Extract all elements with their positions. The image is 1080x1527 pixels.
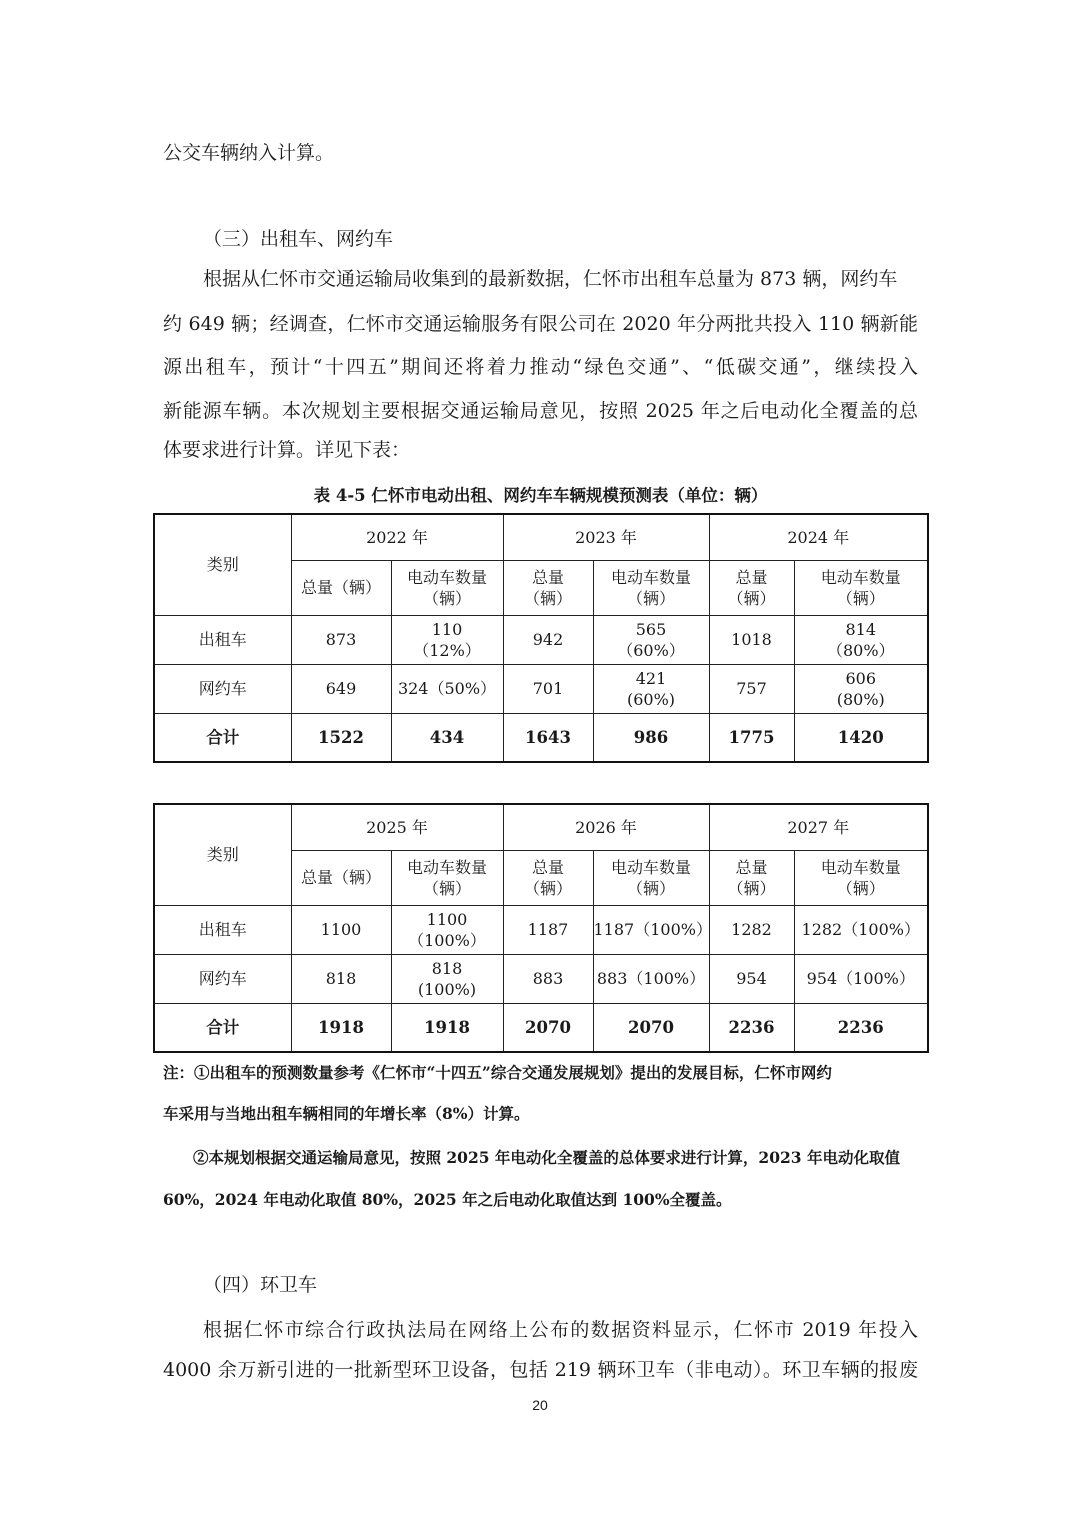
- table-cell: 2070: [503, 1003, 593, 1052]
- table-cell: 986: [593, 713, 709, 762]
- row-label: 合计: [154, 713, 291, 762]
- ev-header: 电动车数量 （辆）: [593, 560, 709, 615]
- ev-header: 电动车数量 （辆）: [794, 850, 928, 905]
- total-header: 总量（辆）: [291, 560, 391, 615]
- table-note: ②本规划根据交通运输局意见，按照 2025 年电动化全覆盖的总体要求进行计算，2023 年电动化取值: [193, 1148, 900, 1167]
- table-note: 60%，2024 年电动化取值 80%，2025 年之后电动化取值达到 100%全覆盖。: [163, 1190, 732, 1209]
- forecast-table-2: [153, 803, 929, 1053]
- table-cell: 701: [503, 664, 593, 713]
- table-cell: 2070: [593, 1003, 709, 1052]
- year-header: 2027 年: [709, 804, 928, 850]
- total-header: 总量 （辆）: [709, 560, 794, 615]
- ev-header: 电动车数量 （辆）: [794, 560, 928, 615]
- table-cell: 649: [291, 664, 391, 713]
- table-cell: 2236: [709, 1003, 794, 1052]
- page-number: 20: [532, 1397, 548, 1413]
- paragraph-line: 源出租车，预计“十四五”期间还将着力推动“绿色交通”、“低碳交通”，继续投入: [163, 356, 918, 378]
- table-cell: 814 （80%）: [794, 615, 928, 664]
- table-cell: 1918: [391, 1003, 503, 1052]
- table-cell: 1522: [291, 713, 391, 762]
- total-header: 总量 （辆）: [709, 850, 794, 905]
- table-caption: 表 4-5 仁怀市电动出租、网约车车辆规模预测表（单位：辆）: [313, 486, 768, 505]
- ev-header: 电动车数量 （辆）: [391, 560, 503, 615]
- table-cell: 324（50%）: [391, 664, 503, 713]
- table-cell: 606 (80%): [794, 664, 928, 713]
- table-cell: 434: [391, 713, 503, 762]
- category-header: 类别: [154, 514, 291, 615]
- table-cell: 1282: [709, 905, 794, 954]
- table-row: [154, 905, 928, 954]
- table-cell: 1187: [503, 905, 593, 954]
- row-label: 网约车: [154, 954, 291, 1003]
- table-cell: 565 （60%）: [593, 615, 709, 664]
- section-heading-sanitation: （四）环卫车: [203, 1274, 318, 1296]
- table-cell: 883: [503, 954, 593, 1003]
- table-cell: 421 (60%): [593, 664, 709, 713]
- total-header: 总量（辆）: [291, 850, 391, 905]
- table-cell: 1187（100%）: [593, 905, 709, 954]
- table-cell: 1018: [709, 615, 794, 664]
- row-label: 合计: [154, 1003, 291, 1052]
- year-header: 2022 年: [291, 514, 503, 560]
- total-header: 总量 （辆）: [503, 850, 593, 905]
- table-cell: 2236: [794, 1003, 928, 1052]
- table-cell: 942: [503, 615, 593, 664]
- table-cell: 954（100%）: [794, 954, 928, 1003]
- category-header: 类别: [154, 804, 291, 905]
- table-cell: 818: [291, 954, 391, 1003]
- table-cell: 954: [709, 954, 794, 1003]
- table-cell: 1420: [794, 713, 928, 762]
- table-note: 注：①出租车的预测数量参考《仁怀市“十四五”综合交通发展规划》提出的发展目标，仁怀市网约: [163, 1063, 832, 1082]
- table-cell: 1775: [709, 713, 794, 762]
- table-row: [154, 664, 928, 713]
- row-label: 网约车: [154, 664, 291, 713]
- row-label: 出租车: [154, 905, 291, 954]
- table-row: [154, 954, 928, 1003]
- table-cell: 1282（100%）: [794, 905, 928, 954]
- row-label: 出租车: [154, 615, 291, 664]
- paragraph-line: 体要求进行计算。详见下表：: [163, 439, 411, 461]
- paragraph-line: 4000 余万新引进的一批新型环卫设备，包括 219 辆环卫车（非电动）。环卫车辆的报废: [163, 1359, 918, 1381]
- table-cell: 1918: [291, 1003, 391, 1052]
- table-cell: 883（100%）: [593, 954, 709, 1003]
- paragraph-line: 根据仁怀市综合行政执法局在网络上公布的数据资料显示，仁怀市 2019 年投入: [203, 1319, 918, 1341]
- year-header: 2023 年: [503, 514, 709, 560]
- table-cell: 818 (100%): [391, 954, 503, 1003]
- paragraph-line: 公交车辆纳入计算。: [163, 142, 335, 164]
- ev-header: 电动车数量 （辆）: [391, 850, 503, 905]
- paragraph-line: 根据从仁怀市交通运输局收集到的最新数据，仁怀市出租车总量为 873 辆，网约车: [203, 268, 898, 290]
- year-header: 2026 年: [503, 804, 709, 850]
- paragraph-line: 约 649 辆；经调查，仁怀市交通运输服务有限公司在 2020 年分两批共投入 110 辆新能: [163, 313, 918, 335]
- table-cell: 873: [291, 615, 391, 664]
- section-heading-taxi: （三）出租车、网约车: [203, 228, 394, 250]
- ev-header: 电动车数量 （辆）: [593, 850, 709, 905]
- year-header: 2025 年: [291, 804, 503, 850]
- table-cell: 1100 （100%）: [391, 905, 503, 954]
- table-cell: 1100: [291, 905, 391, 954]
- table-cell: 110 （12%）: [391, 615, 503, 664]
- table-row-total: [154, 1003, 928, 1052]
- total-header: 总量 （辆）: [503, 560, 593, 615]
- table-row-total: [154, 713, 928, 762]
- table-cell: 1643: [503, 713, 593, 762]
- forecast-table-1: [153, 513, 929, 763]
- table-cell: 757: [709, 664, 794, 713]
- year-header: 2024 年: [709, 514, 928, 560]
- table-row: [154, 615, 928, 664]
- paragraph-line: 新能源车辆。本次规划主要根据交通运输局意见，按照 2025 年之后电动化全覆盖的总: [163, 400, 918, 422]
- table-note: 车采用与当地出租车辆相同的年增长率（8%）计算。: [163, 1104, 530, 1123]
